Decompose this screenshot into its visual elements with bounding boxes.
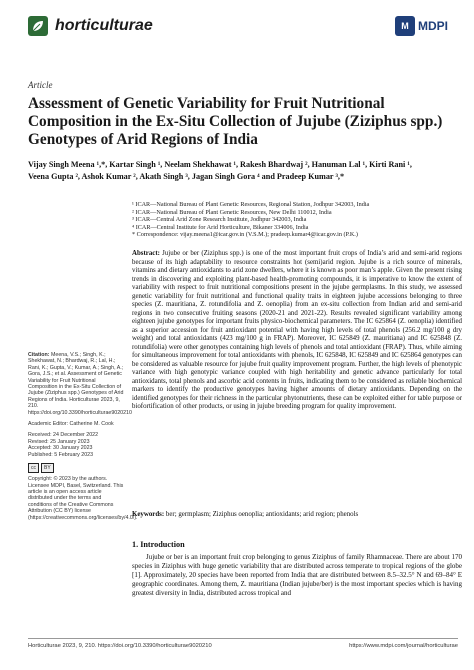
footer-citation[interactable]: Horticulturae 2023, 9, 210. https://doi.org/10.3390/horticulturae9020210 (28, 643, 212, 649)
copyright: Copyright: © 2023 by the authors. Licensee MDPI, Basel, Switzerland. This article is an open access article distributed under the terms and conditions of the Creative Commons Attribution (CC BY) license (https://creativecommons.org/licenses/by/4.0/). (28, 476, 138, 521)
revised-date: Revised: 25 January 2023 (28, 438, 90, 445)
license-badge[interactable] (28, 463, 124, 473)
correspondence: * Correspondence: vijay.meena1@icar.gov.in (V.S.M.); pradeep.kumar4@icar.gov.in (P.K.) (132, 231, 358, 239)
keywords-label: Keywords: (132, 511, 165, 518)
article-title: Assessment of Genetic Variability for Fruit Nutritional Composition in the Ex-Situ Collection of Jujube (Ziziphus spp.) Genotypes of Arid Regions of India (28, 95, 443, 148)
section-heading-introduction: 1. Introduction (132, 540, 185, 549)
keywords (132, 511, 462, 520)
affiliation-1: ¹ ICAR—National Bureau of Plant Genetic Resources, Regional Station, Jodhpur 342003, India (132, 201, 370, 208)
page-footer (28, 643, 458, 649)
by-icon: BY (41, 463, 54, 473)
affiliations (132, 201, 462, 239)
article-type: Article (28, 80, 53, 90)
abstract-label: Abstract: (132, 250, 160, 257)
cc-icon: cc (28, 463, 39, 473)
citation-text[interactable]: Meena, V.S.; Singh, K.; Shekhawat, N.; Bhardwaj, R.; Lal, H.; Rani, K.; Gupta, V.; Kumar, A.; Singh, A.; Gora, J.S.; et al. Assessment of Genetic Variability for Fruit Nutritional Composition in the Ex-Situ Collection of Jujube (Ziziphus spp.) Genotypes of Arid Regions of India. Horticulturae 2023, 9, 210. https://doi.org/10.3390/horticulturae9020210 (28, 352, 132, 416)
publisher-name: MDPI (418, 19, 448, 33)
introduction-text: Jujube or ber is an important fruit crop belonging to genus Ziziphus of family Rhamnaceae. There are about 170 species in Ziziphus with huge genetic variability that are distributed across temperate to tropical regions of the globe [1]. Approximately, 20 species have been reported from India that are distributed between 8.5–32.5° N and 69–84° E geographic coordinates. Among them, Z. mauritiana (Indian jujube/ber) is the most important species which is having greatest diversity in India, distributed across tropical and (132, 553, 462, 597)
journal-name[interactable]: horticulturae (55, 17, 153, 34)
affiliation-4: ⁴ ICAR—Central Institute for Arid Horticulture, Bikaner 334006, India (132, 223, 309, 231)
mdpi-mark-icon: M (395, 16, 415, 36)
author-list (28, 159, 458, 183)
publisher-logo[interactable] (395, 16, 448, 36)
author-line-1: Vijay Singh Meena ¹,*, Kartar Singh ¹, Neelam Shekhawat ¹, Rakesh Bhardwaj ², Hanuman Lal ¹, Kirti Rani ¹, (28, 160, 412, 169)
published-date: Published: 5 February 2023 (28, 451, 94, 458)
journal-logo (28, 16, 48, 36)
keywords-text: ber; germplasm; Ziziphus oenoplia; antioxidants; arid region; phenols (165, 511, 359, 518)
leaf-icon (31, 19, 45, 33)
footer-journal-link[interactable]: https://www.mdpi.com/journal/horticulturae (349, 643, 458, 649)
affiliation-2: ² ICAR—National Bureau of Plant Genetic Resources, New Delhi 110012, India (132, 208, 332, 216)
citation-label: Citation: (28, 352, 50, 358)
article-sidebar (28, 352, 138, 526)
citation (28, 352, 132, 416)
abstract (132, 250, 462, 412)
footer-divider (28, 638, 458, 639)
accepted-date: Accepted: 30 January 2023 (28, 445, 93, 452)
history-dates (28, 432, 124, 458)
author-line-2: Veena Gupta ², Ashok Kumar ², Akath Singh ³, Jagan Singh Gora ⁴ and Pradeep Kumar ³,* (28, 172, 345, 181)
affiliation-3: ³ ICAR—Central Arid Zone Research Institute, Jodhpur 342003, India (132, 216, 307, 224)
abstract-text: Jujube or ber (Ziziphus spp.) is one of the most important fruit crops of India’s arid and semi-arid regions because of its high adaptability to resource constraints hot (semi)arid region. Jujube is a rich source of minerals, vitamins and dietary antioxidants to arid zone dwellers, where it is known as poor man’s apple. Given the present rising trends in discovering and exploiting plant-based health-promoting compounds, it is imperative to know the extent of variability with respect to fruit nutritional compositions present in the jujube germplasms. In this study, we assessed genetic variability for fruit nutritional and functional quality traits in eighteen jujube accessions belonging to three species (Z. mauritiana, Z. rotundifolia and Z. oenoplia) from an ex-situ collection from Indian arid and semi-arid regions in two consecutive fruiting seasons (2020-21 and 2021-22). Results revealed significant variability among eighteen jujube genotypes for important fruits physico-biochemical parameters. The IC 625864 (Z. oenoplia) identified as a superior accession for fruit antioxidant potential with having high levels of total phenols (256.2 mg/100 g dry weight) and total antioxidants (423 mg/100 g in FRAP). Moreover, IC 625849 (Z. mauritiana) and IC 625848 (Z. rotundifolia) were other genotypes containing high levels of phenols and total antioxidant (FRAP). Thus, while aiming for simultaneous improvement for total antioxidants with phenols, IC 625848, IC 625849 and IC 625864 genotypes can be considered as valuable resource for jujube fruit quality improvement program. Further, the high levels of phenotypic variance with high genotypic variance coupled with high heritability and genetic advance particularly for total antioxidants, total phenols and ascorbic acid contents in fruits, indicating them to be considered as reliable biochemical markers to identify the productive genotypes having higher amounts of dietary antioxidants. Depending on the identified genotypes for their richness in the particular phytonutrients, these can be exploited either for table purpose or biofortification of other products, or using in jujube breeding program for quality improvement. (132, 250, 462, 410)
received-date: Received: 24 December 2022 (28, 432, 99, 439)
academic-editor: Academic Editor: Catherine M. Cook (28, 421, 114, 428)
